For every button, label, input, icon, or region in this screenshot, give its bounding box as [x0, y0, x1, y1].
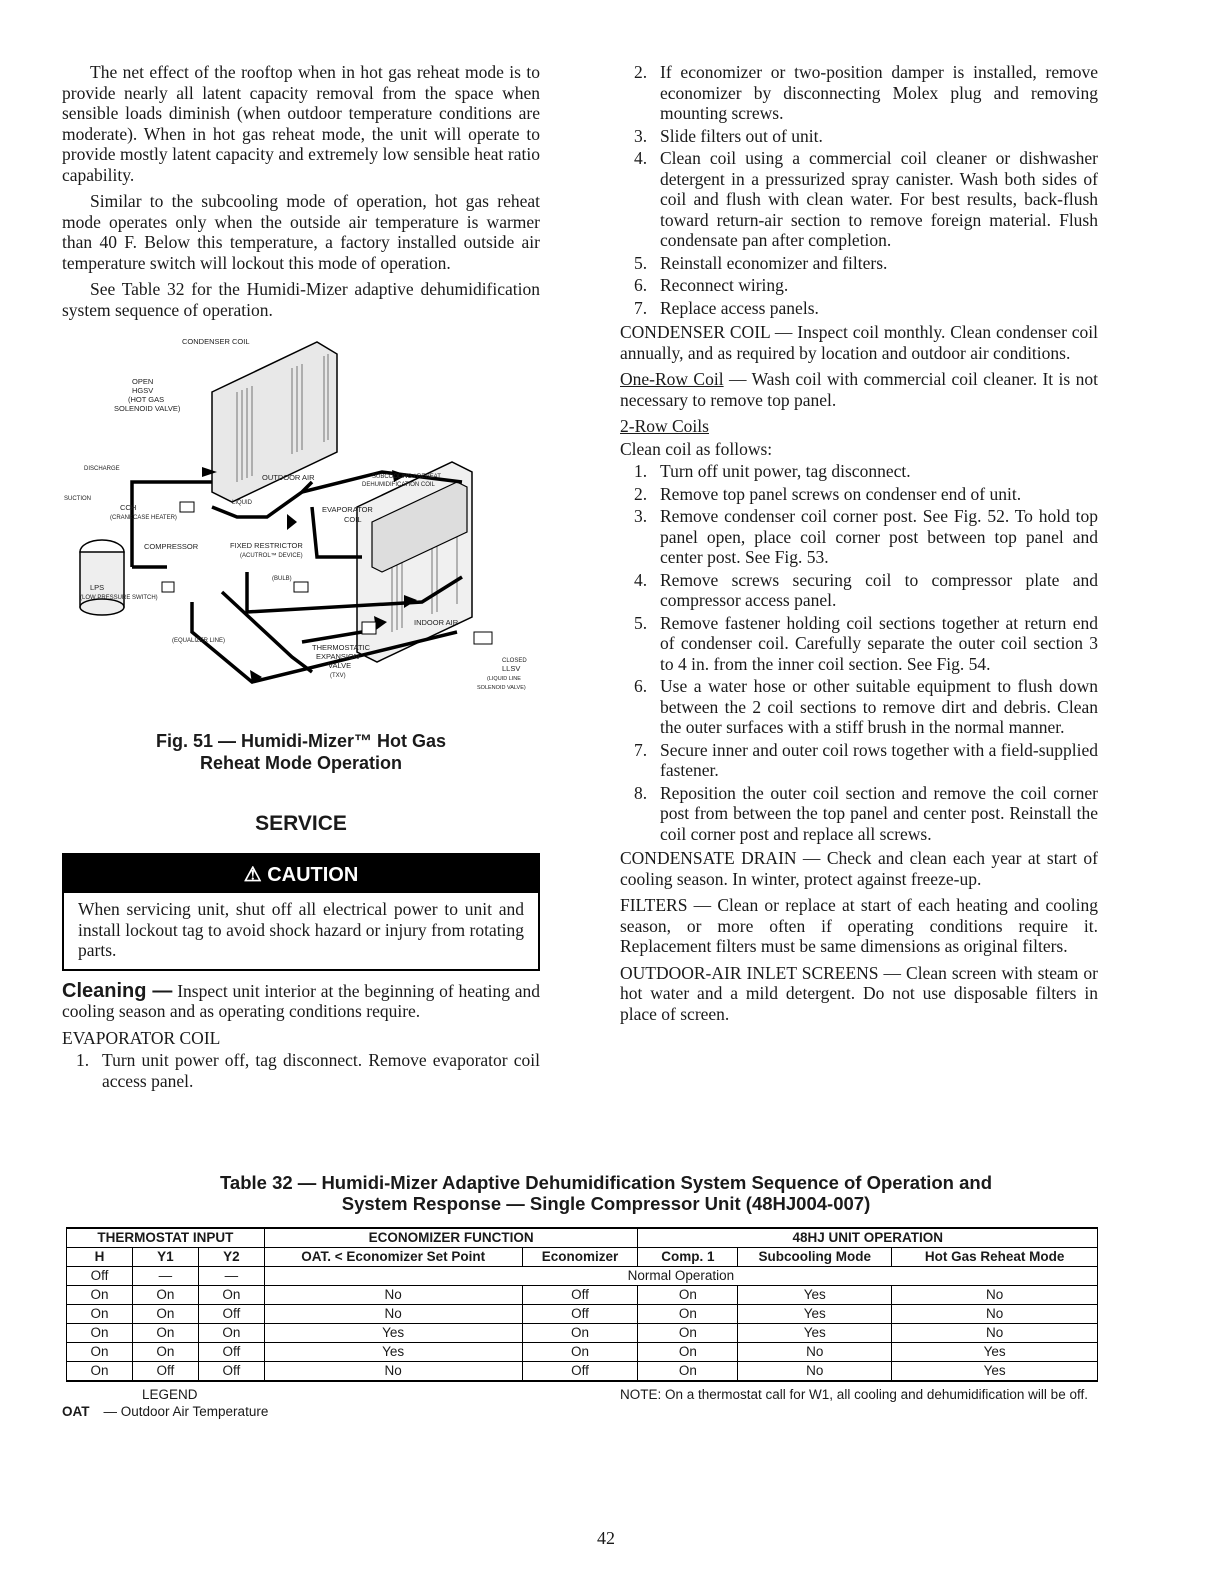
legend-title: LEGEND — [142, 1387, 198, 1402]
label-condenser-coil: CONDENSER COIL — [182, 337, 250, 346]
list-item: 3. Remove condenser coil corner post. See Fig. 52. To hold top panel open, place coil corner post between top panel and center post. See Fig. 53. — [634, 506, 1098, 567]
figure-caption-line1: Fig. 51 — Humidi-Mizer™ Hot Gas — [155, 731, 447, 751]
list-item: 1. Turn unit power off, tag disconnect. Remove evaporator coil access panel. — [76, 1050, 540, 1091]
list-item: 1. Turn off unit power, tag disconnect. — [634, 461, 911, 481]
list-item: 7. Secure inner and outer coil rows together with a field-supplied fastener. — [634, 739, 1098, 780]
group-unit-operation: 48HJ UNIT OPERATION — [638, 1228, 1098, 1248]
table-row: On Off Off No Off On No Yes — [67, 1362, 1098, 1382]
normal-operation-cell: Normal Operation — [264, 1267, 1097, 1286]
outdoor-air-paragraph: OUTDOOR-AIR INLET SCREENS — Clean screen with steam or hot water and a mild detergent. Do not use disposable filters in place of screen. — [620, 962, 1098, 1024]
legend-definition: — Outdoor Air Temperature — [103, 1404, 269, 1419]
cleaning-text: Inspect unit interior at the beginning of heating and cooling season and as operating conditions require. — [62, 980, 541, 1021]
table-row: On On Off Yes On On No Yes — [67, 1343, 1098, 1362]
paragraph-see-table: See Table 32 for the Humidi-Mizer adaptive dehumidification system sequence of operation. — [62, 279, 540, 320]
table-column-header-row — [67, 1248, 1098, 1267]
group-economizer-function: ECONOMIZER FUNCTION — [264, 1228, 638, 1248]
col-oat: OAT. < Economizer Set Point — [264, 1248, 522, 1267]
table-legend — [62, 1386, 268, 1420]
caution-title: ⚠ CAUTION — [64, 855, 538, 894]
list-item: 5. Reinstall economizer and filters. — [634, 252, 888, 273]
label-dehumidification-coil: DEHUMIDIFICATION COIL — [362, 482, 435, 488]
list-item: 3. Slide filters out of unit. — [634, 125, 823, 146]
list-item: 6. Reconnect wiring. — [634, 275, 789, 295]
list-item: 2. Remove top panel screws on condenser end of unit. — [634, 483, 1022, 504]
col-subcooling: Subcooling Mode — [738, 1248, 892, 1267]
sequence-table — [66, 1227, 1098, 1382]
table-title — [62, 1172, 1150, 1214]
label-indoor-air: INDOOR AIR — [414, 618, 459, 627]
label-open: OPEN — [132, 377, 154, 386]
label-hgsv: HGSV — [132, 386, 154, 395]
col-y2: Y2 — [198, 1248, 264, 1267]
table-row: On On On No Off On Yes No — [67, 1286, 1098, 1305]
llsv-valve-shape — [474, 632, 492, 644]
filters-paragraph: FILTERS — Clean or replace at start of each heating and cooling season, or more often if operating conditions require it. Replacement filters must be same dimensions as original filters. — [620, 895, 1098, 956]
restrictor-shape — [294, 582, 308, 592]
outdoor-air-heading: OUTDOOR-AIR INLET SCREENS — — [620, 962, 902, 983]
one-row-paragraph: One-Row Coil — Wash coil with commercial coil cleaner. It is not necessary to remove top panel. — [620, 369, 1098, 410]
label-equalizer-line: (EQUALIZER LINE) — [172, 638, 226, 644]
label-crankcase-heater: (CRANKCASE HEATER) — [110, 515, 177, 521]
two-row-heading: 2-Row Coils — [620, 416, 709, 436]
hgsv-valve-shape — [180, 502, 194, 512]
col-hot-gas-reheat: Hot Gas Reheat Mode — [892, 1248, 1098, 1267]
table-group-header-row — [67, 1228, 1098, 1248]
label-thermostatic: THERMOSTATIC — [312, 643, 371, 652]
txv-valve-shape — [362, 622, 376, 634]
label-bulb: (BULB) — [272, 576, 292, 582]
label-acutrol-device: (ACUTROL™ DEVICE) — [240, 553, 303, 559]
label-llsv: LLSV — [502, 664, 521, 673]
col-economizer: Economizer — [522, 1248, 638, 1267]
caution-text: When servicing unit, shut off all electrical power to unit and install lockout tag to avoid shock hazard or injury from rotating parts. — [78, 899, 524, 960]
label-txv: (TXV) — [330, 673, 346, 679]
table-note: NOTE: On a thermostat call for W1, all cooling and dehumidification will be off. — [620, 1387, 1088, 1402]
table-row: On On Off No Off On Yes No — [67, 1305, 1098, 1324]
label-solenoid-valve: SOLENOID VALVE) — [114, 404, 181, 413]
group-thermostat-input: THERMOSTAT INPUT — [67, 1228, 265, 1248]
label-hot-gas: (HOT GAS — [128, 395, 165, 404]
condensate-heading: CONDENSATE DRAIN — — [620, 848, 821, 868]
table-title-line2: System Response — Single Compressor Unit (48HJ004-007) — [341, 1193, 871, 1214]
legend-entry — [62, 1403, 268, 1420]
label-liquid-line: (LIQUID LINE — [487, 676, 521, 682]
label-suction: SUCTION — [64, 496, 91, 502]
service-heading: SERVICE — [255, 812, 347, 835]
col-y1: Y1 — [132, 1248, 198, 1267]
label-liquid: LIQUID — [232, 500, 253, 506]
label-solenoid-valve-2: SOLENOID VALVE) — [477, 685, 526, 691]
filters-heading: FILTERS — — [620, 895, 712, 915]
one-row-heading: One-Row Coil — [620, 369, 724, 389]
label-compressor: COMPRESSOR — [144, 542, 199, 551]
figure-caption — [62, 730, 540, 774]
cleaning-paragraph — [62, 981, 540, 1022]
compressor-bottom — [80, 599, 124, 615]
page-number: 42 — [597, 1528, 615, 1548]
table-title-line1: Table 32 — Humidi-Mizer Adaptive Dehumidification System Sequence of Operation and — [220, 1172, 992, 1193]
condenser-coil-heading: CONDENSER COIL — — [620, 322, 793, 342]
left-column — [62, 62, 540, 1095]
list-item: 2. If economizer or two-position damper is installed, remove economizer by disconnecting Molex plug and removing mounting screws. — [634, 62, 1098, 123]
paragraph-subcooling-similar: Similar to the subcooling mode of operation, hot gas reheat mode operates only when the outside air temperature is warmer than 40 F. Below this temperature, a factory installed outside air temperature switch will lockout this mode of operation. — [62, 191, 540, 273]
label-fixed-restrictor: FIXED RESTRICTOR — [230, 541, 303, 550]
cleaning-heading: Cleaning — — [62, 979, 173, 1002]
condenser-coil-paragraph: CONDENSER COIL — Inspect coil monthly. Clean condenser coil annually, and as required by location and outdoor air conditions. — [620, 322, 1099, 363]
label-discharge: DISCHARGE — [84, 466, 120, 472]
evaporator-heading: EVAPORATOR COIL — [62, 1027, 221, 1048]
label-lps: LPS — [90, 583, 105, 592]
list-item: 5. Remove fastener holding coil sections together at return end of condenser coil. Carefully separate the outer coil section 3 to 4 in. from the inner coil section. See Fig. 54. — [634, 612, 1098, 674]
legend-abbr: OAT — [62, 1404, 90, 1419]
lps-switch-shape — [162, 582, 174, 592]
label-low-pressure-switch: (LOW PRESSURE SWITCH) — [80, 595, 158, 601]
caution-box — [62, 853, 540, 971]
evaporator-steps — [62, 1050, 540, 1091]
two-row-steps — [620, 461, 1098, 844]
clean-as-follows: Clean coil as follows: — [620, 438, 773, 459]
label-subcooling-reheat: SUBCOOLING / REHEAT — [372, 474, 441, 480]
list-item: 4. Clean coil using a commercial coil cleaner or dishwasher detergent in a pressurized spray canister. Wash both sides of coil and flush with clean water. For best results, back-flush toward return-air section to remove foreign material. Flush condensate pan after completion. — [634, 148, 1098, 250]
fig51-diagram — [62, 332, 540, 732]
list-item: 7. Replace access panels. — [634, 297, 819, 318]
condensate-paragraph: CONDENSATE DRAIN — Check and clean each year at start of cooling season. In winter, protect against freeze-up. — [620, 848, 1099, 889]
evaporator-steps-continued — [620, 62, 1098, 318]
label-valve: VALVE — [328, 661, 352, 670]
label-evaporator-coil: COIL — [344, 515, 362, 524]
refrigerant-schematic — [62, 332, 540, 722]
label-expansion: EXPANSION — [316, 652, 360, 661]
list-item: 4. Remove screws securing coil to compressor plate and compressor access panel. — [634, 569, 1098, 610]
figure-caption-line2: Reheat Mode Operation — [199, 753, 403, 773]
label-cch: CCH — [120, 503, 137, 512]
paragraph-reheat-effect: The net effect of the rooftop when in hot gas reheat mode is to provide nearly all latent capacity removal from the space when sensible loads diminish (when outdoor temperature conditions are moderate). When in hot gas reheat mode, the unit will operate to provide mostly latent capacity and extremely low sensible heat ratio capability. — [62, 62, 540, 185]
table-row: On On On Yes On On Yes No — [67, 1324, 1098, 1343]
list-item: 8. Reposition the outer coil section and remove the coil corner post from between the top panel and center post. Reinstall the coil corner post and replace all screws. — [634, 782, 1098, 844]
col-h: H — [67, 1248, 133, 1267]
label-evaporator: EVAPORATOR — [322, 505, 373, 514]
table-row: Off — — Normal Operation — [67, 1267, 1098, 1286]
right-column — [620, 62, 1098, 1030]
col-comp1: Comp. 1 — [638, 1248, 738, 1267]
label-closed: CLOSED — [502, 658, 527, 664]
list-item: 6. Use a water hose or other suitable equipment to flush down between the 2 coil sections to remove dirt and debris. Clean the outer surfaces with a stiff brush in the normal manner. — [634, 676, 1098, 737]
label-outdoor-air: OUTDOOR AIR — [262, 473, 315, 482]
